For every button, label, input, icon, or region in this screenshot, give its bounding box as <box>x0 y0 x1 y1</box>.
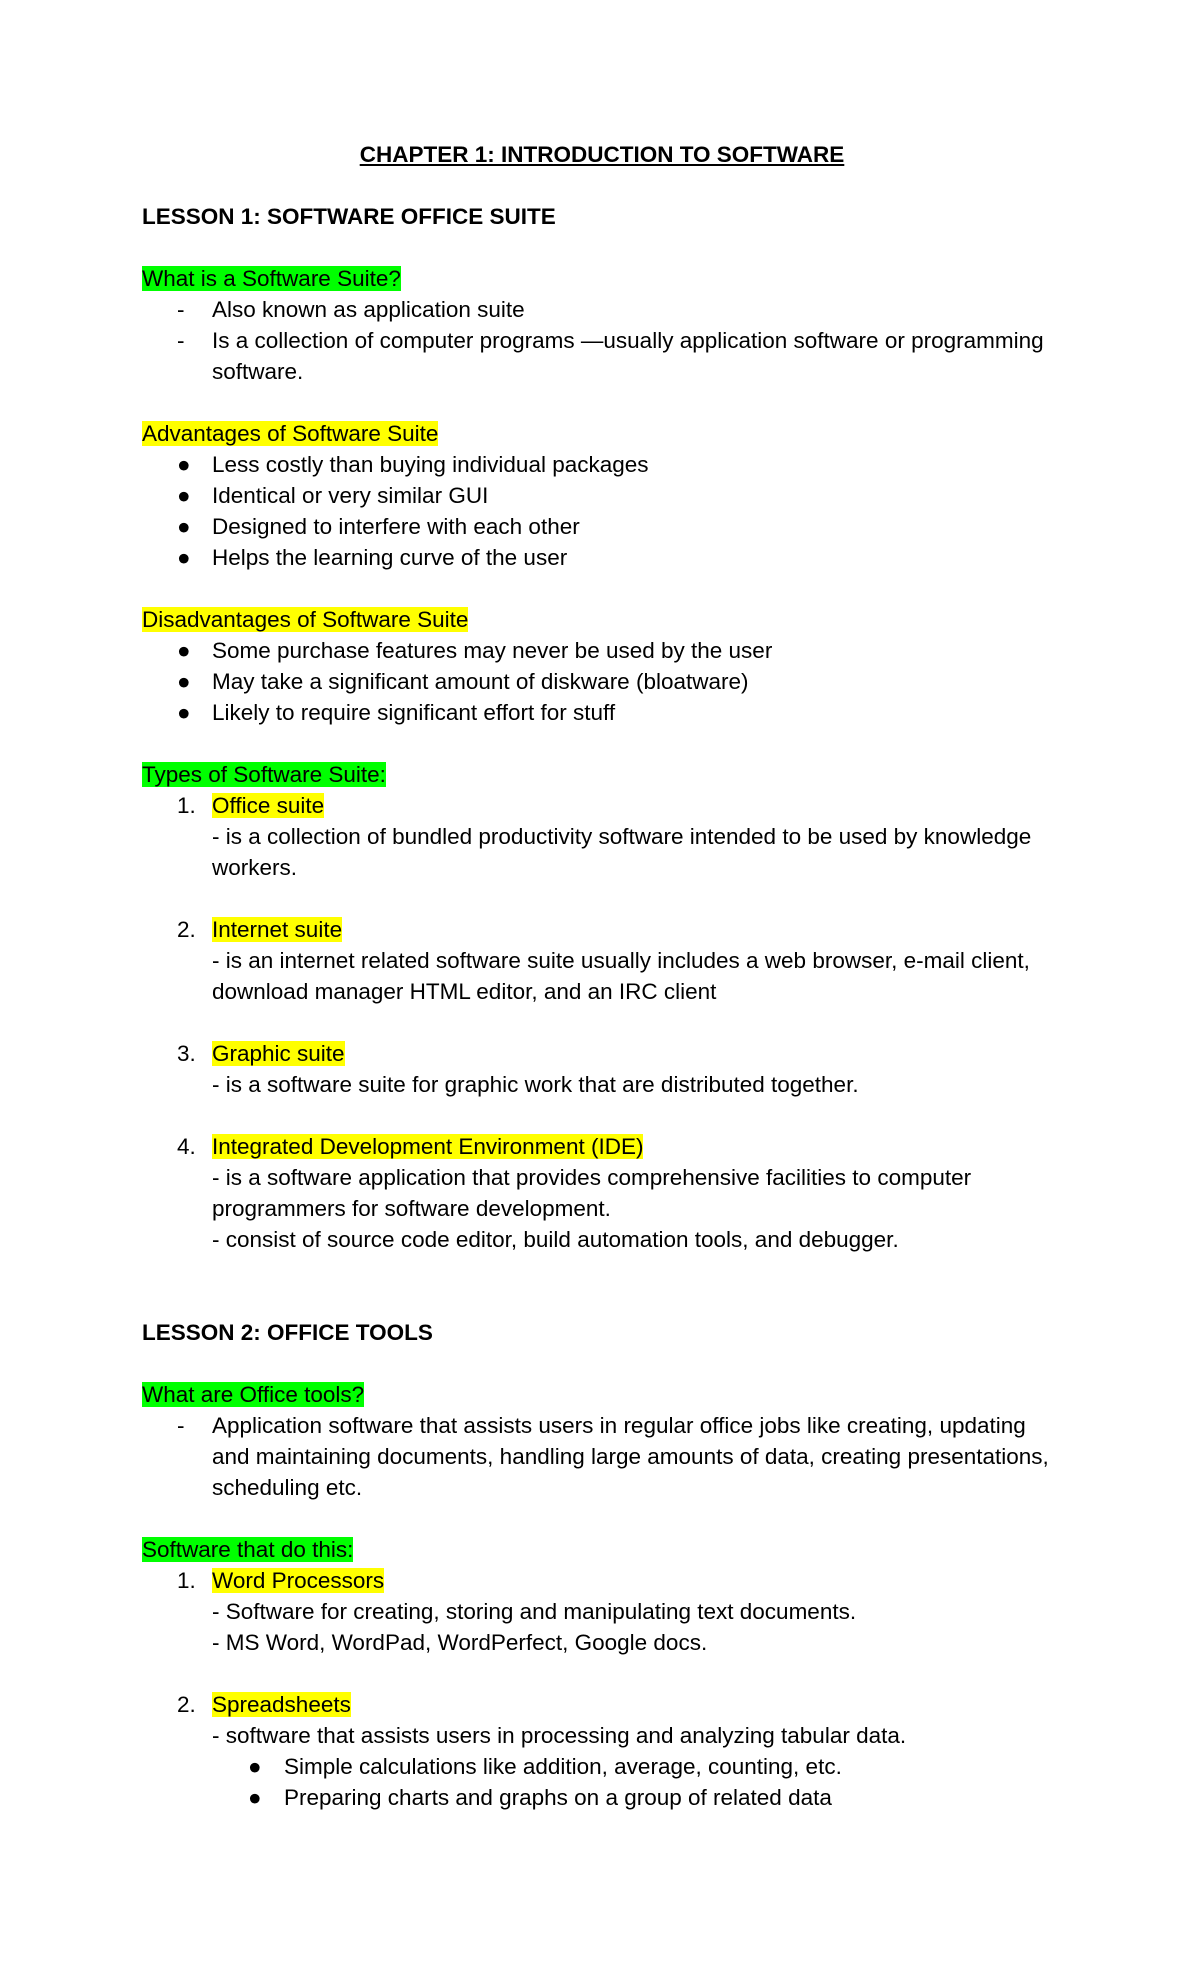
list-item <box>142 294 1062 325</box>
list-item <box>142 790 1062 914</box>
lesson-2-title: LESSON 2: OFFICE TOOLS <box>142 1320 433 1345</box>
list-item-text: Helps the learning curve of the user <box>212 545 568 570</box>
numbered-item-title <box>142 790 1062 821</box>
what-are-office-tools-heading <box>142 1379 1062 1410</box>
list-item <box>142 325 1062 387</box>
item-name: Spreadsheets <box>212 1692 351 1717</box>
list-item-text: Application software that assists users in regular office jobs like creating, updating and maintaining documents, handling large amounts of data, creating presentations, scheduling etc. <box>212 1413 1049 1500</box>
advantages-list <box>142 449 1062 573</box>
software-heading <box>142 1534 1062 1565</box>
list-item <box>142 1689 1062 1813</box>
list-item-text: May take a significant amount of diskware (bloatware) <box>212 669 749 694</box>
item-description: - is a software application that provides comprehensive facilities to computer programmers for software development. <box>212 1165 972 1221</box>
list-item-text: Also known as application suite <box>212 297 525 322</box>
list-item-text: Simple calculations like addition, average, counting, etc. <box>284 1754 842 1779</box>
bullet-marker: ● <box>248 1785 262 1810</box>
list-item <box>142 1410 1062 1503</box>
document-body <box>142 139 1062 1813</box>
number-marker: 4. <box>177 1134 196 1159</box>
list-item-text: Is a collection of computer programs —usually application software or programming software. <box>212 328 1044 384</box>
list-item-text: Some purchase features may never be used by the user <box>212 638 773 663</box>
office-tools-list <box>142 1410 1062 1503</box>
list-item <box>142 666 1062 697</box>
types-list <box>142 790 1062 1255</box>
numbered-item-title <box>142 1689 1062 1720</box>
list-item <box>142 1782 1062 1813</box>
list-item <box>142 511 1062 542</box>
list-item-text: Preparing charts and graphs on a group of related data <box>284 1785 832 1810</box>
item-description: - is a software suite for graphic work that are distributed together. <box>212 1072 859 1097</box>
number-marker: 3. <box>177 1041 196 1066</box>
bullet-marker: ● <box>177 638 191 663</box>
list-item <box>142 697 1062 728</box>
list-item-text: Less costly than buying individual packages <box>212 452 649 477</box>
number-marker: 2. <box>177 917 196 942</box>
numbered-item-title <box>142 1038 1062 1069</box>
what-is-suite-heading <box>142 263 1062 294</box>
chapter-title: CHAPTER 1: INTRODUCTION TO SOFTWARE <box>359 142 845 167</box>
item-description: - is a collection of bundled productivity software intended to be used by knowledge workers. <box>212 824 1032 880</box>
item-name: Word Processors <box>212 1568 385 1593</box>
list-item <box>142 1131 1062 1255</box>
dash-marker: - <box>177 328 185 353</box>
item-description: - Software for creating, storing and manipulating text documents. <box>212 1599 857 1624</box>
numbered-item-title <box>142 1131 1062 1162</box>
advantages-heading-text: Advantages of Software Suite <box>142 421 439 446</box>
bullet-marker: ● <box>177 700 191 725</box>
types-heading-text: Types of Software Suite: <box>142 762 386 787</box>
list-item <box>142 449 1062 480</box>
number-marker: 2. <box>177 1692 196 1717</box>
list-item <box>142 1038 1062 1131</box>
disadvantages-heading-text: Disadvantages of Software Suite <box>142 607 469 632</box>
bullet-marker: ● <box>177 545 191 570</box>
what-is-suite-heading-text: What is a Software Suite? <box>142 266 401 291</box>
list-item <box>142 1565 1062 1689</box>
list-item <box>142 542 1062 573</box>
number-marker: 1. <box>177 793 196 818</box>
list-item <box>142 914 1062 1038</box>
disadvantages-heading <box>142 604 1062 635</box>
bullet-marker: ● <box>177 514 191 539</box>
list-item <box>142 1751 1062 1782</box>
spreadsheet-uses-list <box>142 1751 1062 1813</box>
item-description: - is an internet related software suite usually includes a web browser, e-mail client, download manager HTML editor, and an IRC client <box>212 948 1030 1004</box>
advantages-heading <box>142 418 1062 449</box>
dash-marker: - <box>177 297 185 322</box>
item-description: - software that assists users in processing and analyzing tabular data. <box>212 1723 907 1748</box>
list-item-text: Identical or very similar GUI <box>212 483 489 508</box>
dash-marker: - <box>177 1413 185 1438</box>
list-item <box>142 635 1062 666</box>
software-heading-text: Software that do this: <box>142 1537 354 1562</box>
number-marker: 1. <box>177 1568 196 1593</box>
list-item-text: Designed to interfere with each other <box>212 514 580 539</box>
item-name: Internet suite <box>212 917 343 942</box>
item-name: Integrated Development Environment (IDE) <box>212 1134 644 1159</box>
item-description: - consist of source code editor, build automation tools, and debugger. <box>212 1227 899 1252</box>
item-name: Office suite <box>212 793 325 818</box>
bullet-marker: ● <box>177 452 191 477</box>
what-is-suite-list <box>142 294 1062 387</box>
software-list <box>142 1565 1062 1813</box>
list-item-text: Likely to require significant effort for stuff <box>212 700 616 725</box>
lesson-1-title: LESSON 1: SOFTWARE OFFICE SUITE <box>142 204 556 229</box>
what-are-office-tools-heading-text: What are Office tools? <box>142 1382 365 1407</box>
bullet-marker: ● <box>248 1754 262 1779</box>
item-description: - MS Word, WordPad, WordPerfect, Google docs. <box>212 1630 708 1655</box>
types-heading <box>142 759 1062 790</box>
disadvantages-list <box>142 635 1062 728</box>
numbered-item-title <box>142 914 1062 945</box>
item-name: Graphic suite <box>212 1041 345 1066</box>
bullet-marker: ● <box>177 669 191 694</box>
bullet-marker: ● <box>177 483 191 508</box>
numbered-item-title <box>142 1565 1062 1596</box>
list-item <box>142 480 1062 511</box>
